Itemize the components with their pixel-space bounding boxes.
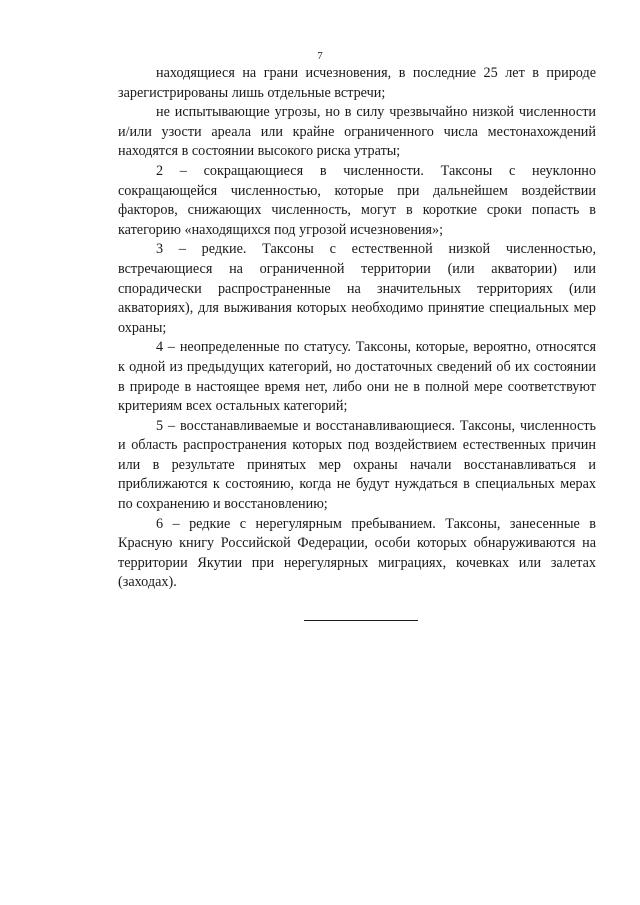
paragraph-category-6-irregular: 6 – редкие с нерегулярным пребыванием. Таксоны, занесенные в Красную книгу Российской Федерации, особи которых обнаруживаются на территории Якутии при нерегулярных миграциях, кочевках или залетах (заходах). xyxy=(118,515,596,591)
paragraph-critically-endangered-continuation: находящиеся на грани исчезновения, в последние 25 лет в природе зарегистрированы лишь отдельные встречи; xyxy=(118,65,596,101)
paragraph-category-5-recovering: 5 – восстанавливаемые и восстанавливающиеся. Таксоны, численность и область распространения которых под воздействием естественных причин или в результате принятых мер охраны начали восстанавливаться и приближаются к состоянию, когда не будут нуждаться в специальных мерах по сохранению и восстановлению; xyxy=(118,417,596,513)
paragraph-not-threatened-high-risk: не испытывающие угрозы, но в силу чрезвычайно низкой численности и/или узости ареала или крайне ограниченного числа местонахождений находятся в состоянии высокого риска утраты; xyxy=(118,104,596,160)
document-body xyxy=(118,64,596,593)
paragraph-category-3-rare: 3 – редкие. Таксоны с естественной низкой численностью, встречающиеся на ограниченной территории (или акватории) или спорадически распространенные на значительных территориях (или акваториях), для выживания которых необходимо принятие специальных мер охраны; xyxy=(118,241,596,336)
paragraph-category-2-declining: 2 – сокращающиеся в численности. Таксоны с неуклонно сокращающейся численностью, которые при дальнейшем воздействии факторов, снижающих численность, могут в короткие сроки попасть в категорию «находящихся под угрозой исчезновения»; xyxy=(118,162,596,238)
paragraph-category-4-undetermined: 4 – неопределенные по статусу. Таксоны, которые, вероятно, относятся к одной из предыдущих категорий, но достаточных сведений об их состоянии в природе в настоящее время нет, либо они не в полной мере соответствуют критериям всех остальных категорий; xyxy=(118,339,596,415)
page-number: 7 xyxy=(317,50,323,62)
closing-rule-divider xyxy=(304,620,418,621)
